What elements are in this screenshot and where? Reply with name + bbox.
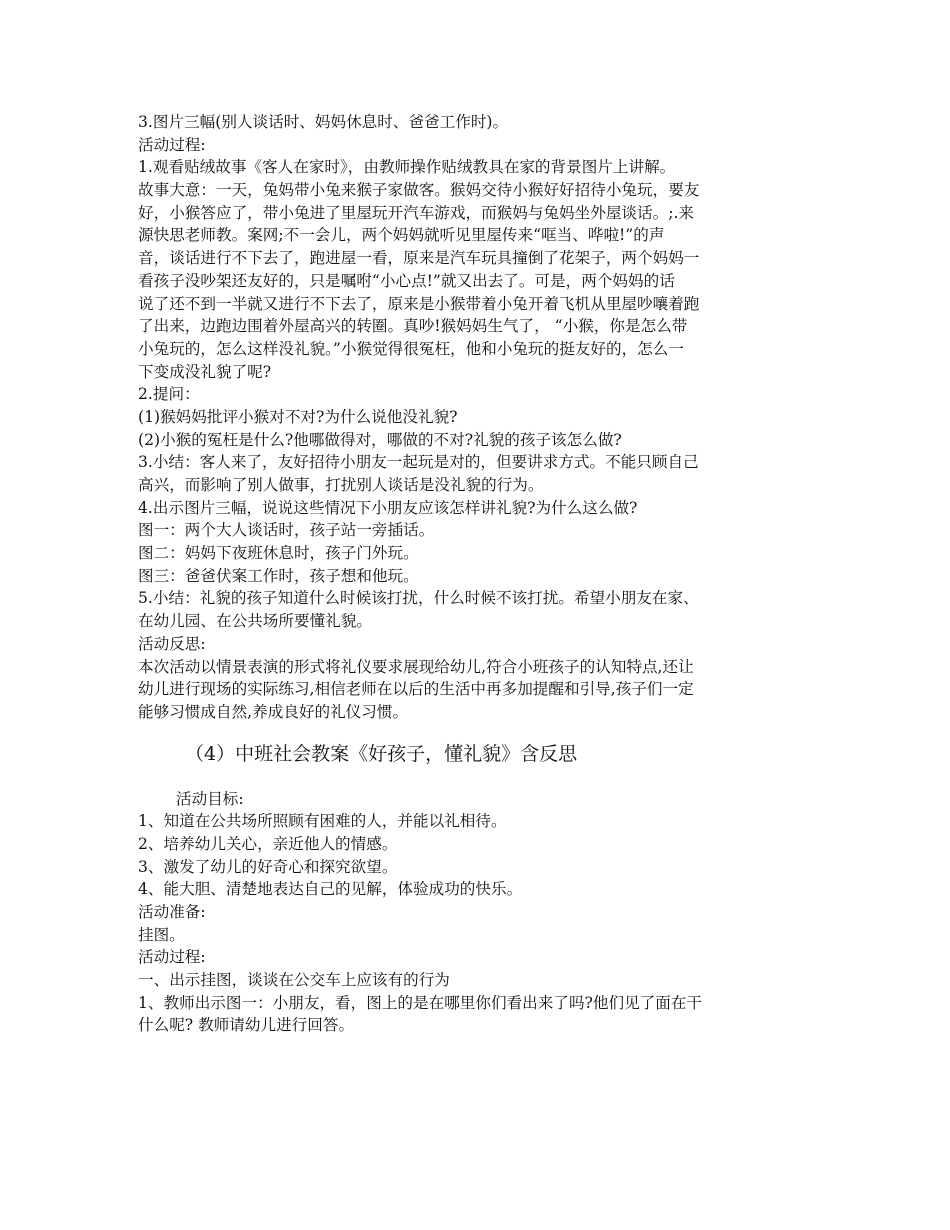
text-line: 在幼儿园、在公共场所要懂礼貌。 — [138, 612, 372, 631]
text-line: 幼儿进行现场的实际练习,相信老师在以后的生活中再多加提醒和引导,孩子们一定 — [138, 680, 694, 699]
text-line: 活动过程: — [138, 948, 206, 967]
text-line: 4、能大胆、清楚地表达自己的见解，体验成功的快乐。 — [138, 880, 523, 899]
lesson-part-4 — [138, 788, 818, 1038]
spacer — [138, 724, 818, 732]
lesson-part-3 — [138, 111, 818, 724]
text-line: 3、激发了幼儿的好奇心和探究欲望。 — [138, 857, 398, 876]
text-line: 源快思老师教。案网;不一会儿，两个妈妈就听见里屋传来“哐当、哗啦!”的声 — [138, 226, 665, 245]
text-line: 什么呢? 教师请幼儿进行回答。 — [138, 1016, 355, 1035]
text-line: 活动反思: — [138, 634, 206, 653]
text-line: 1、知道在公共场所照顾有困难的人，并能以礼相待。 — [138, 812, 507, 831]
text-line: 图二：妈妈下夜班休息时，孩子门外玩。 — [138, 544, 419, 563]
text-line: 高兴，而影响了别人做事，打扰别人谈话是没礼貌的行为。 — [138, 476, 544, 494]
text-line: 2.提问： — [138, 385, 200, 404]
text-line: 图一：两个大人谈话时，孩子站一旁插话。 — [138, 521, 435, 540]
text-line: (1)猴妈妈批评小猴对不对?为什么说他没礼貌? — [138, 407, 458, 426]
section-heading: （4）中班社会教案《好孩子，懂礼貌》含反思 — [185, 742, 578, 765]
text-line: 1.观看贴绒故事《客人在家时》，由教师操作贴绒教具在家的背景图片上讲解。 — [138, 158, 676, 177]
text-line: (2)小猴的冤枉是什么?他哪做得对，哪做的不对?礼貌的孩子该怎么做? — [138, 430, 622, 449]
text-line: 活动过程: — [138, 135, 206, 154]
text-line: 一、出示挂图，谈谈在公交车上应该有的行为 — [138, 971, 450, 990]
text-line: 故事大意：一天，兔妈带小兔来猴子家做客。猴妈交待小猴好好招待小兔玩，要友 — [138, 181, 700, 200]
spacer — [138, 780, 818, 788]
text-line: 3.图片三幅(别人谈话时、妈妈休息时、爸爸工作时)。 — [138, 113, 509, 131]
text-line: 5.小结：礼貌的孩子知道什么时候该打扰，什么时候不该打扰。希望小朋友在家、 — [138, 589, 699, 608]
text-line: 3.小结：客人来了，友好招待小朋友一起玩是对的，但要讲求方式。不能只顾自己 — [138, 453, 699, 472]
text-line: 2、培养幼儿关心，亲近他人的情感。 — [138, 834, 398, 853]
text-line: 1、教师出示图一：小朋友，看，图上的是在哪里你们看出来了吗?他们见了面在干 — [138, 993, 703, 1012]
text-line: 4.出示图片三幅，说说这些情况下小朋友应该怎样讲礼貌?为什么这么做? — [138, 498, 638, 517]
text-line: 好，小猴答应了，带小兔进了里屋玩开汽车游戏，而猴妈与兔妈坐外屋谈话。;.来 — [138, 203, 694, 222]
text-line: 了出来，边跑边围着外屋高兴的转圈。真吵!猴妈妈生气了， “小猴，你是怎么带 — [138, 317, 688, 336]
text-line: 音，谈话进行不下去了，跑进屋一看，原来是汽车玩具撞倒了花架子，两个妈妈一 — [138, 249, 700, 268]
text-line: 挂图。 — [138, 925, 185, 944]
text-line: 图三：爸爸伏案工作时，孩子想和他玩。 — [138, 566, 419, 585]
document-body — [138, 111, 818, 1037]
text-line: 活动目标: — [176, 789, 244, 808]
text-line: 小兔玩的，怎么这样没礼貌。”小猴觉得很冤枉，他和小兔玩的挺友好的，怎么一 — [138, 339, 684, 358]
text-line: 能够习惯成自然,养成良好的礼仪习惯。 — [138, 702, 409, 721]
text-line: 说了还不到一半就又进行不下去了，原来是小猴带着小兔开着飞机从里屋吵嚷着跑 — [138, 294, 700, 313]
text-line: 下变成没礼貌了呢? — [138, 362, 272, 381]
text-line: 本次活动以情景表演的形式将礼仪要求展现给幼儿,符合小班孩子的认知特点,还让 — [138, 657, 694, 676]
text-line: 看孩子没吵架还友好的，只是嘱咐“小心点!”就又出去了。可是，两个妈妈的话 — [138, 271, 675, 290]
text-line: 活动准备: — [138, 903, 206, 921]
